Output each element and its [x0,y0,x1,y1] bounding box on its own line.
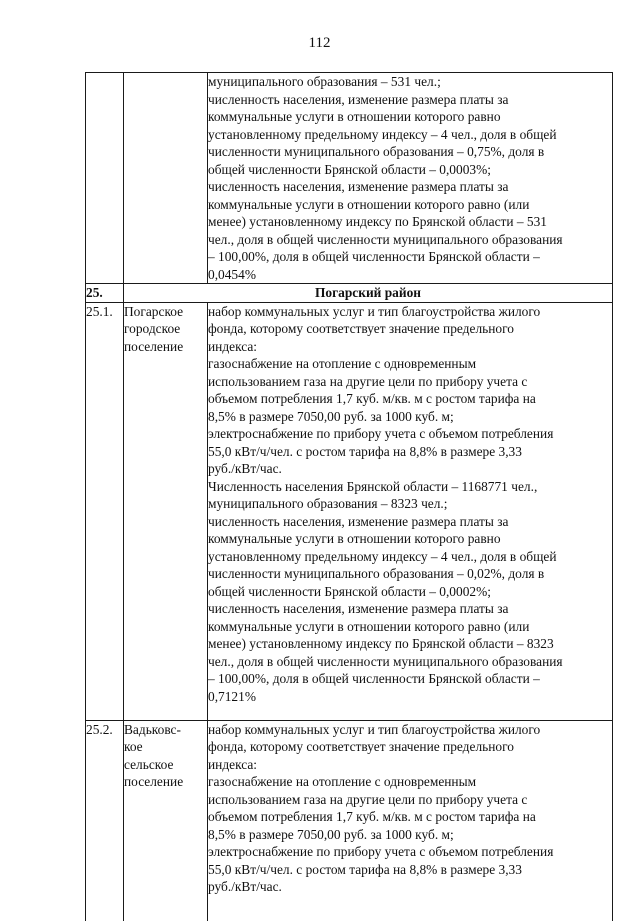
district-header-row [86,284,613,303]
text-line: чел., доля в общей численности муниципального образования [208,653,563,669]
table-row-continuation [86,73,613,284]
text-line: численность населения, изменение размера платы за [208,91,509,107]
municipality-name-line: Погарское [124,303,184,319]
text-line: Численность населения Брянской области – 1168771 чел., [208,478,538,494]
text-line: коммунальные услуги в отношении которого равно (или [208,618,530,634]
text-line: численность населения, изменение размера платы за [208,179,509,194]
text-line: численности муниципального образования – 0,02%, доля в [208,566,545,581]
text-line: численность населения, изменение размера платы за [208,601,509,616]
text-line: руб./кВт/час. [208,461,282,476]
municipality-name-line: поселение [124,774,184,789]
text-line: набор коммунальных услуг и тип благоустройства жилого [208,303,541,319]
description-cell [208,302,613,720]
text-line: коммунальные услуги в отношении которого равно (или [208,196,530,212]
municipality-name-line: сельское [124,756,174,772]
text-line: использованием газа на другие цели по прибору учета с [208,791,528,807]
text-line: индекса: [208,338,258,354]
text-line: – 100,00%, доля в общей численности Брянской области – [208,671,540,686]
text-line: 8,5% в размере 7050,00 руб. за 1000 куб. м; [208,826,454,842]
tariff-table [85,72,613,921]
text-line: общей численности Брянской области – 0,0003%; [208,161,491,177]
text-line: менее) установленному индексу по Брянской области – 531 [208,214,548,229]
text-line: фонда, которому соответствует значение предельного [208,321,514,336]
table-row-25-2 [86,720,613,921]
text-line: 55,0 кВт/ч/чел. с ростом тарифа на 8,8% в размере 3,33 [208,443,522,459]
municipality-name-line: Вадьковс- [124,721,181,737]
text-line: 55,0 кВт/ч/чел. с ростом тарифа на 8,8% в размере 3,33 [208,861,522,877]
municipality-name [124,720,208,921]
municipality-name-line: кое [124,739,143,754]
district-number: 25. [86,284,124,303]
text-line: газоснабжение на отопление с одновременным [208,774,477,789]
text-line: газоснабжение на отопление с одновременным [208,356,477,371]
municipality-name-line: городское [124,321,181,336]
text-line: индекса: [208,756,258,772]
text-line: – 100,00%, доля в общей численности Брянской области – [208,249,540,264]
municipality-name [124,302,208,720]
text-line: 8,5% в размере 7050,00 руб. за 1000 куб. м; [208,408,454,424]
text-line: электроснабжение по прибору учета с объемом потребления [208,844,554,859]
text-line: коммунальные услуги в отношении которого равно [208,109,501,124]
text-line: набор коммунальных услуг и тип благоустройства жилого [208,721,541,737]
text-line: использованием газа на другие цели по прибору учета с [208,373,528,389]
table-row-25-1 [86,302,613,720]
text-line: коммунальные услуги в отношении которого равно [208,531,501,546]
text-line: установленному предельному индексу – 4 чел., доля в общей [208,548,557,564]
text-line: объемом потребления 1,7 куб. м/кв. м с ростом тарифа на [208,391,536,406]
row-number: 25.1. [86,302,124,720]
page-number: 112 [308,35,331,51]
text-line: численность населения, изменение размера платы за [208,513,509,529]
row-number: 25.2. [86,720,124,921]
text-line: руб./кВт/час. [208,879,282,894]
text-line: 0,0454% [208,266,256,282]
text-line: общей численности Брянской области – 0,0002%; [208,583,491,599]
text-line: установленному предельному индексу – 4 чел., доля в общей [208,126,557,142]
text-line: объемом потребления 1,7 куб. м/кв. м с ростом тарифа на [208,809,536,824]
municipality-name-line: поселение [124,338,184,354]
text-line: фонда, которому соответствует значение предельного [208,739,514,754]
text-line: муниципального образования – 8323 чел.; [208,496,448,511]
number-cell [86,73,124,284]
description-cell [208,720,613,921]
text-line: муниципального образования – 531 чел.; [208,74,441,89]
text-line: менее) установленному индексу по Брянской области – 8323 [208,636,554,651]
description-cell [208,73,613,284]
text-line: 0,7121% [208,688,256,704]
text-line: электроснабжение по прибору учета с объемом потребления [208,426,554,441]
text-line: численности муниципального образования – 0,75%, доля в [208,144,545,159]
district-title: Погарский район [124,284,613,303]
text-line: чел., доля в общей численности муниципального образования [208,231,563,247]
municipality-cell [124,73,208,284]
